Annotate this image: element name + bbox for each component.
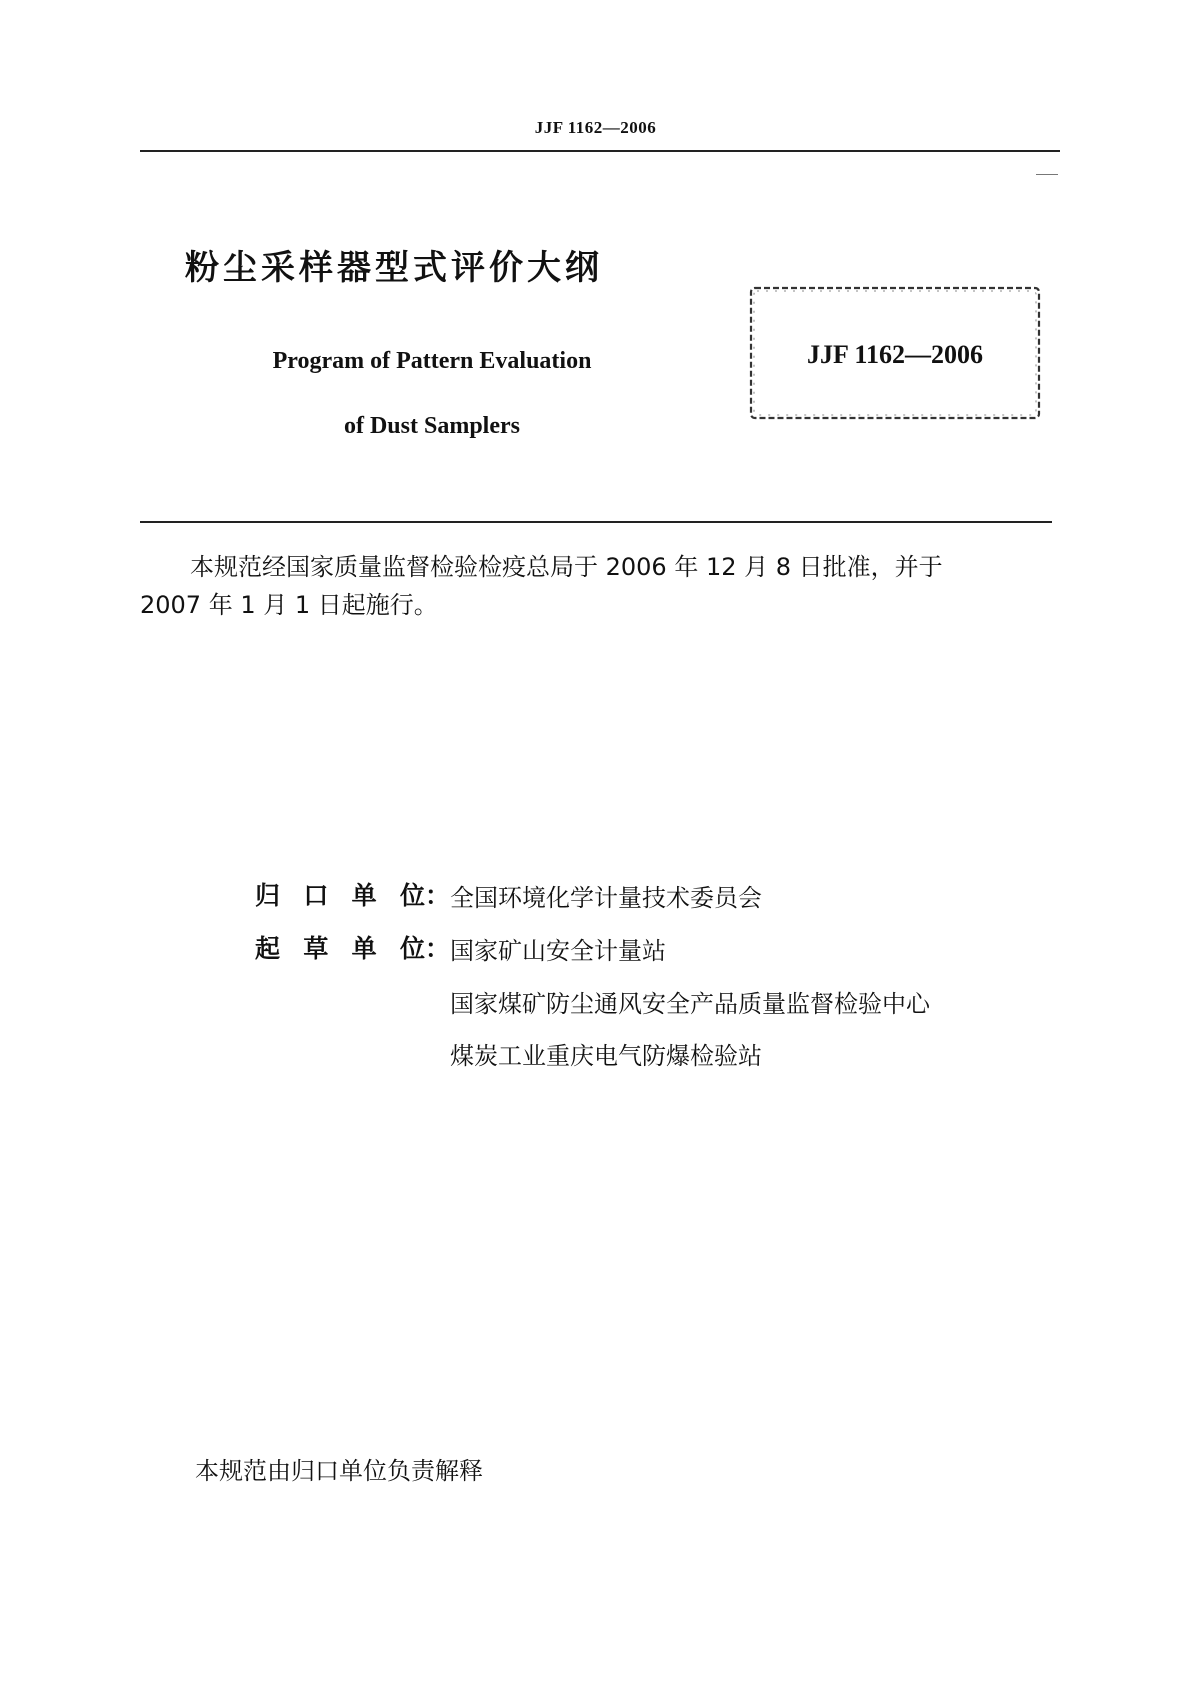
drafting-unit-value-3: 煤炭工业重庆电气防爆检验站	[450, 1042, 762, 1070]
header-right-tick	[1036, 174, 1058, 175]
responsible-unit-label: 归口单位	[255, 881, 425, 910]
drafting-unit-colon: ：	[425, 934, 451, 963]
interpretation-note: 本规范由归口单位负责解释	[195, 1457, 483, 1485]
title-rule	[140, 521, 1052, 523]
header-rule	[140, 150, 1060, 152]
responsible-unit-row	[255, 876, 450, 912]
title-english-line-1: Program of Pattern Evaluation	[272, 348, 592, 374]
responsible-unit-value: 全国环境化学计量技术委员会	[450, 884, 762, 912]
responsible-unit-colon: ：	[425, 881, 451, 910]
title-chinese: 粉尘采样器型式评价大纲	[185, 248, 603, 288]
drafting-unit-value-2: 国家煤矿防尘通风安全产品质量监督检验中心	[450, 990, 930, 1018]
standard-code-box-text: JJF 1162—2006	[807, 340, 983, 369]
title-english-line-2: of Dust Samplers	[343, 413, 520, 439]
approval-line-1: 本规范经国家质量监督检验检疫总局于 2006 年 12 月 8 日批准，并于	[190, 553, 943, 581]
drafting-unit-label: 起草单位	[255, 934, 425, 963]
approval-line-2: 2007 年 1 月 1 日起施行。	[140, 591, 438, 619]
header-standard-code: JJF 1162—2006	[534, 118, 657, 137]
drafting-unit-value-1: 国家矿山安全计量站	[450, 937, 666, 965]
standard-code-box	[745, 284, 1045, 424]
drafting-unit-row	[255, 929, 450, 965]
